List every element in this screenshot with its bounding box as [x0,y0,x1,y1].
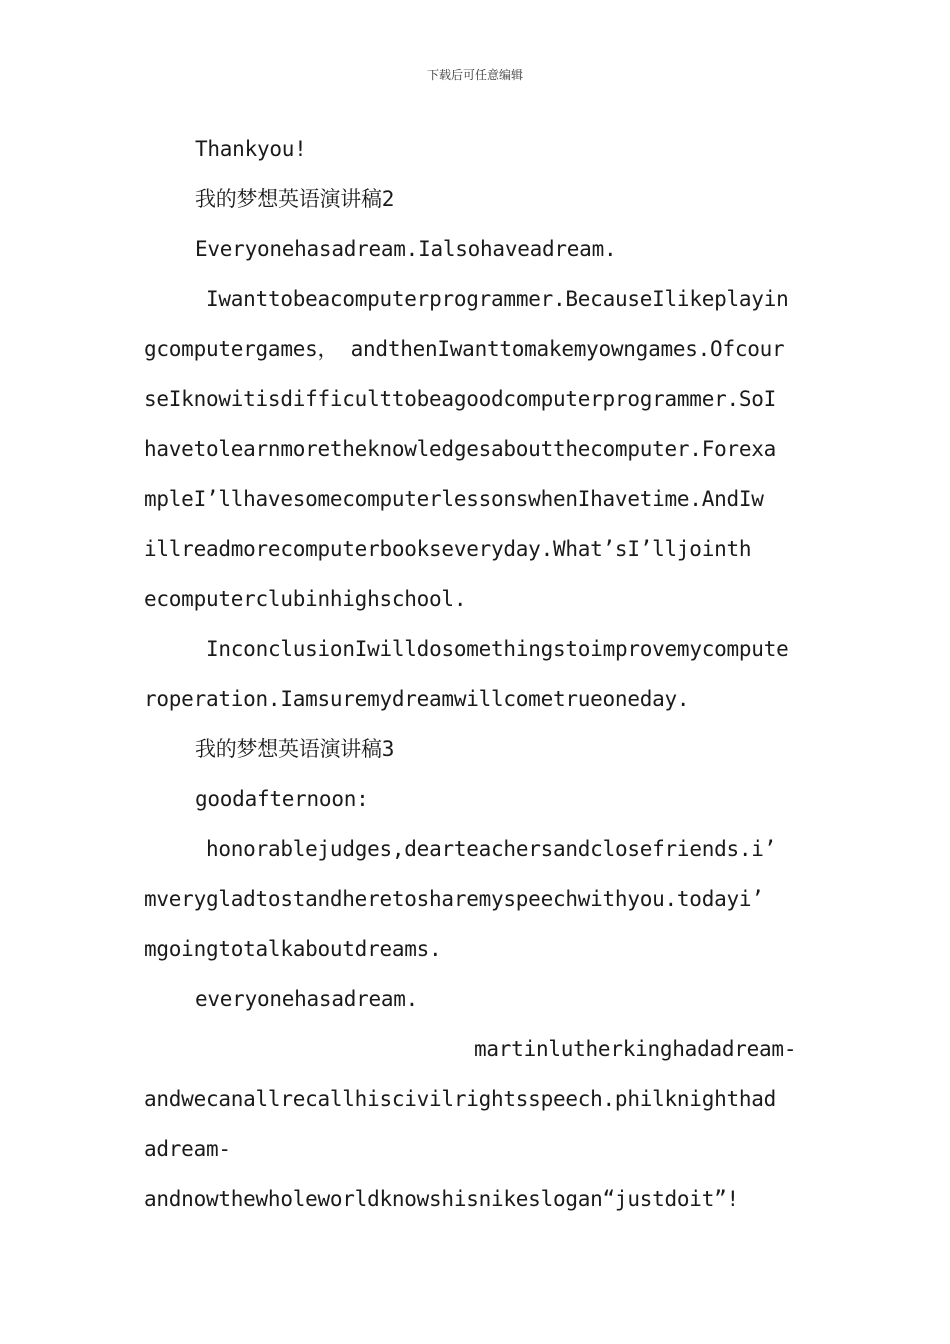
text-line: mpleI’llhavesomecomputerlessonswhenIhavetime.AndIw [144,487,764,511]
text-line: havetolearnmoretheknowledgesaboutthecomputer.Forexa [144,437,777,461]
text-line: illreadmorecomputerbookseveryday.What’sI’lljointh [144,537,752,561]
text-line: andnowthewholeworldknowshisnikeslogan“justdoit”! [144,1187,739,1211]
paragraph-start-line: honorablejudges,dearteachersandclosefriends.i’ [206,837,777,861]
text-line: everyonehasadream. [195,987,419,1011]
text-line: ecomputerclubinhighschool. [144,587,467,611]
text-line: Thankyou! [195,137,307,161]
section-heading: 我的梦想英语演讲稿3 [195,737,395,761]
text-line: seIknowitisdifficulttobeagoodcomputerprogrammer.SoI [144,387,777,411]
paragraph-start-line: InconclusionIwilldosomethingstoimprovemycompute [206,637,789,661]
section-heading: 我的梦想英语演讲稿2 [195,187,395,211]
paragraph-start-line: Iwanttobeacomputerprogrammer.BecauseIlikeplayin [206,287,789,311]
document-body [144,124,814,1224]
text-line: roperation.Iamsuremydreamwillcometrueoneday. [144,687,690,711]
text-line: goodafternoon: [195,787,369,811]
text-line: andwecanallrecallhiscivilrightsspeech.philknighthad [144,1087,777,1111]
text-line: Everyonehasadream.Ialsohaveadream. [195,237,617,261]
text-line: adream- [144,1137,231,1161]
page-header: 下载后可任意编辑 [426,68,523,82]
text-line: mverygladtostandheretosharemyspeechwithyou.todayi’ [144,887,764,911]
text-line: martinlutherkinghadadream- [474,1037,797,1061]
text-line: gcomputergames， andthenIwanttomakemyowngames.Ofcour [144,337,785,361]
text-line: mgoingtotalkaboutdreams. [144,937,442,961]
